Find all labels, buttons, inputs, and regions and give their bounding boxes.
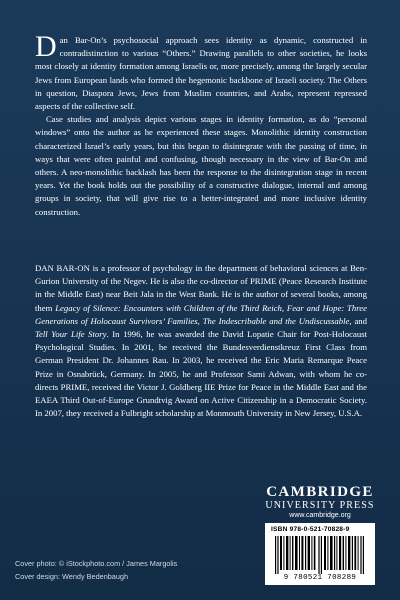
book-title-legacy-of-silence: Legacy of Silence: Encounters with Children of the Third Reich [55,302,282,313]
drop-cap: D [35,30,57,63]
publisher-subname: UNIVERSITY PRESS [265,500,375,511]
author-bio [35,262,367,420]
barcode-number: 9 780521 708289 [283,574,357,582]
blurb-paragraph-1 [35,30,367,113]
bio-separator-1: , [281,302,287,313]
book-title-fear-and-hope: Fear and Hope: Three Generations of Holocaust Survivors’ Families [35,302,367,326]
bio-text-2: . In 1996, he was awarded the David Lopatie Chair for Post-Holocaust Psychological Studies. In 2001, he received the Bundesverdienstkreuz First Class from German President Dr. Johannes Rau. In 2003, he received the Eric Maria Remarque Peace Prize in Osnabrück, Germany. In 2005, he and Professor Sami Adwan, with whom he co-directs PRIME, received the Victor J. Goldberg IIE Prize for Peace in the Middle East and the EAEA Third Out-of-Europe Grundtvig Award on Active Citizenship in a Democratic Society. In 2007, they received a Fulbright scholarship at Monmouth University in New Jersey, U.S.A. [35,329,368,419]
publisher-name: CAMBRIDGE [266,484,374,500]
bio-text-1: DAN BAR-ON is a professor of psychology in the department of behavioral sciences at Ben-Gurion University of the Negev. He is also the co-director of PRIME (Peace Research Institute in the Middle East) near Beit Jala in the West Bank. He is the author of several books, among them [35,263,367,313]
cover-photo-credit: Cover photo: © iStockphoto.com / James Margolis [15,559,178,568]
bio-separator-2: , [197,315,203,326]
book-title-indescribable: The Indescribable and the Undiscussable [202,315,350,326]
isbn-barcode [265,523,375,585]
publisher-url: www.cambridge.org [289,512,351,519]
author-bio-paragraph [35,262,367,420]
blurb-paragraph-1-text: an Bar-On’s psychosocial approach sees identity as dynamic, constructed in contradistinction to various “Others.” Drawing parallels to other societies, he looks most closely at identity formation among Israelis or, more precisely, among the largely secular Jews from European lands who formed the hegemonic backbone of Israeli society. The Others in question, Diaspora Jews, Jews from Muslim countries, and Arabs, represent repressed aspects of the collective self. [35,35,367,112]
barcode-icon [275,536,367,574]
blurb-section [35,30,367,219]
publisher-logo [256,484,384,521]
bio-separator-3: , and [349,315,367,326]
isbn-label: ISBN 978-0-521-70828-9 [271,526,350,533]
book-title-tell-your-life-story: Tell Your Life Story [35,329,107,340]
blurb-paragraph-2: Case studies and analysis depict various stages in identity formation, as do “personal windows” onto the author as he experienced these stages. Monolithic identity construction characterized Israel’s early years, but this began to disintegrate with the passing of time, in ways that were often painful and confusing, though necessary in the view of Bar-On and others. A neo-monolithic backlash has been the response to the disintegration stage in recent years. Yet the book holds out the possibility of a constructive dialogue, internal and among groups in society, that will give rise to a better-integrated and more inclusive identity construction. [35,114,367,217]
cover-design-credit: Cover design: Wendy Bedenbaugh [15,572,129,581]
